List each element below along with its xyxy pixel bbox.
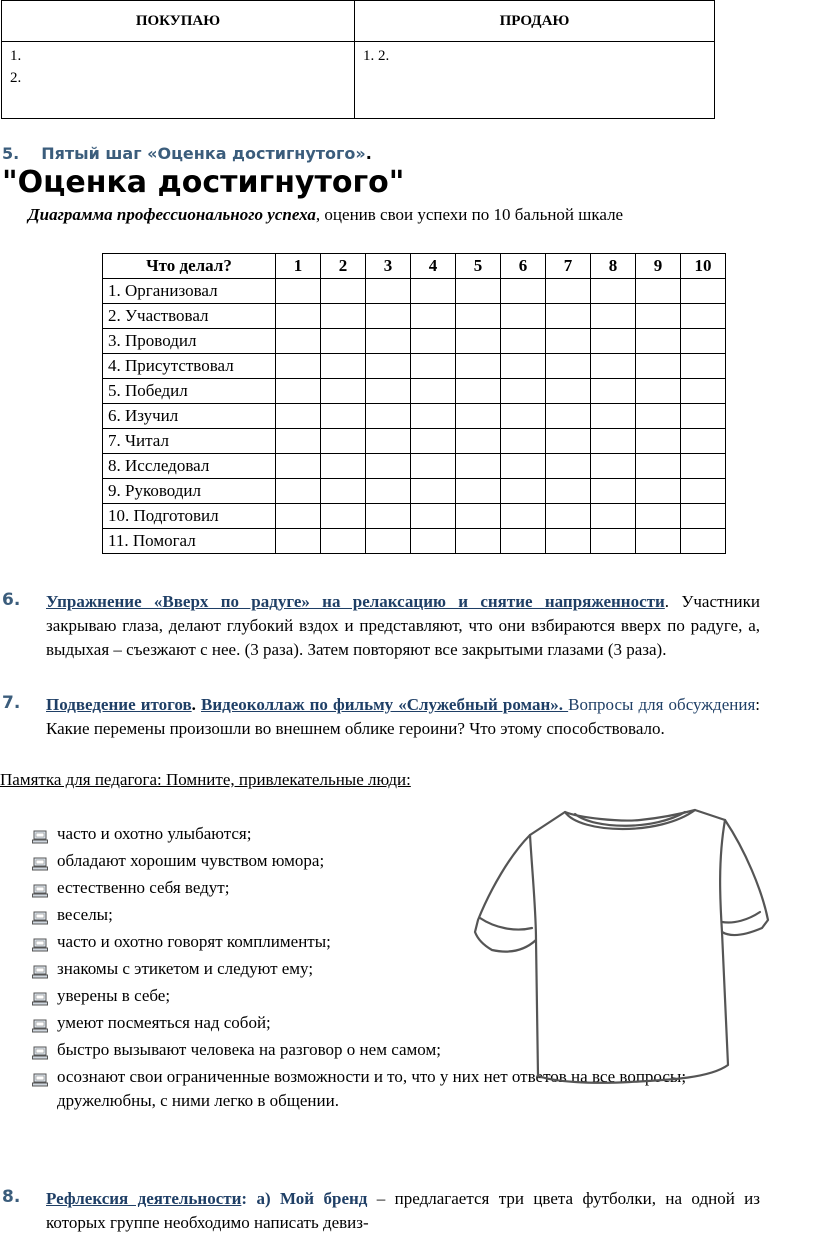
grid-score-cell[interactable] [636, 454, 681, 479]
step5-heading [2, 144, 372, 163]
computer-bullet-icon [32, 881, 48, 895]
grid-score-cell[interactable] [636, 304, 681, 329]
grid-score-cell[interactable] [411, 379, 456, 404]
grid-score-cell[interactable] [591, 429, 636, 454]
step6-link-end: . [664, 592, 670, 611]
grid-score-cell[interactable] [591, 504, 636, 529]
step5-number: 5. [2, 144, 20, 163]
grid-score-cell[interactable] [456, 354, 501, 379]
list-item [32, 876, 457, 900]
grid-score-cell[interactable] [321, 329, 366, 354]
grid-score-cell[interactable] [681, 354, 726, 379]
grid-score-cell[interactable] [321, 429, 366, 454]
list-item-text: уверены в себе; [57, 986, 171, 1005]
step5-title-end: . [365, 144, 372, 163]
grid-row-label: 6. Изучил [103, 404, 276, 429]
step8-brand: : а) Мой бренд [241, 1189, 368, 1208]
page-title: "Оценка достигнутого" [2, 165, 405, 200]
grid-row-label: 8. Исследовал [103, 454, 276, 479]
grid-score-cell[interactable] [366, 504, 411, 529]
grid-row-label: 9. Руководил [103, 479, 276, 504]
memo-title: Памятка для педагога: Помните, привлекательные люди: [0, 770, 411, 789]
grid-score-cell[interactable] [456, 504, 501, 529]
grid-score-header: 7 [546, 254, 591, 279]
grid-score-cell[interactable] [321, 379, 366, 404]
grid-score-cell[interactable] [366, 279, 411, 304]
grid-score-cell[interactable] [366, 479, 411, 504]
grid-score-cell[interactable] [591, 304, 636, 329]
grid-score-cell[interactable] [321, 404, 366, 429]
grid-score-cell[interactable] [366, 529, 411, 554]
table-row [103, 329, 726, 354]
grid-score-cell[interactable] [681, 504, 726, 529]
step8-text: – предлагается три цвета футболки, на одной из которых группе необходимо написать девиз- [46, 1189, 760, 1232]
grid-row-label: 2. Участвовал [103, 304, 276, 329]
computer-bullet-icon [32, 962, 48, 976]
computer-bullet-icon [32, 827, 48, 841]
grid-score-cell[interactable] [456, 279, 501, 304]
grid-score-cell[interactable] [546, 529, 591, 554]
grid-score-cell[interactable] [456, 404, 501, 429]
grid-score-cell[interactable] [456, 329, 501, 354]
step7-text: Какие перемены произошли во внешнем облике героини? Что этому способствовало. [46, 719, 665, 738]
step7-summary-link[interactable]: Подведение итогов [46, 695, 192, 714]
grid-score-header: 5 [456, 254, 501, 279]
grid-score-cell[interactable] [276, 529, 321, 554]
grid-score-cell[interactable] [501, 354, 546, 379]
list-item [32, 1011, 457, 1035]
grid-score-cell[interactable] [411, 304, 456, 329]
grid-score-cell[interactable] [591, 404, 636, 429]
grid-score-cell[interactable] [681, 479, 726, 504]
grid-score-cell[interactable] [501, 279, 546, 304]
step8-paragraph [46, 1187, 760, 1235]
grid-score-cell[interactable] [366, 404, 411, 429]
grid-score-cell[interactable] [276, 404, 321, 429]
list-item-text: знакомы с этикетом и следуют ему; [57, 959, 314, 978]
computer-bullet-icon [32, 1016, 48, 1030]
step7-number: 7. [2, 693, 21, 713]
grid-score-cell[interactable] [546, 429, 591, 454]
list-item-text: осознают свои ограниченные возможности и то, что у них нет ответов на все вопросы; дружелюбны, с ними легко в общении. [57, 1067, 687, 1110]
grid-score-cell[interactable] [276, 279, 321, 304]
grid-score-cell[interactable] [636, 529, 681, 554]
grid-score-cell[interactable] [276, 479, 321, 504]
grid-score-cell[interactable] [636, 404, 681, 429]
grid-row-label: 11. Помогал [103, 529, 276, 554]
list-item [32, 984, 457, 1008]
grid-score-cell[interactable] [456, 304, 501, 329]
grid-score-header: 4 [411, 254, 456, 279]
grid-score-cell[interactable] [411, 529, 456, 554]
grid-score-cell[interactable] [276, 354, 321, 379]
sell-cell: 1. 2. [355, 42, 715, 119]
list-item [32, 849, 457, 873]
step6-exercise-link[interactable]: Упражнение «Вверх по радуге» на релаксацию и снятие напряженности [46, 592, 665, 611]
grid-score-cell[interactable] [321, 504, 366, 529]
grid-score-cell[interactable] [366, 304, 411, 329]
grid-score-cell[interactable] [321, 304, 366, 329]
computer-bullet-icon [32, 989, 48, 1003]
list-item [32, 822, 457, 846]
table-row [103, 304, 726, 329]
table-row [103, 479, 726, 504]
grid-row-label: 5. Победил [103, 379, 276, 404]
grid-score-cell[interactable] [366, 454, 411, 479]
step7-paragraph [46, 693, 760, 741]
list-item [32, 1038, 457, 1062]
grid-score-cell[interactable] [681, 454, 726, 479]
grid-score-cell[interactable] [591, 279, 636, 304]
step8-reflection-link[interactable]: Рефлексия деятельности [46, 1189, 242, 1208]
grid-score-cell[interactable] [681, 429, 726, 454]
table-row [103, 404, 726, 429]
table-row [103, 354, 726, 379]
grid-score-cell[interactable] [681, 329, 726, 354]
grid-score-cell[interactable] [546, 479, 591, 504]
grid-score-cell[interactable] [636, 429, 681, 454]
computer-bullet-icon [32, 1070, 48, 1084]
grid-score-header: 8 [591, 254, 636, 279]
tshirt-illustration [470, 800, 770, 1090]
table-row [103, 529, 726, 554]
table-row [103, 429, 726, 454]
list-item-text: быстро вызывают человека на разговор о нем самом; [57, 1040, 441, 1059]
grid-score-cell[interactable] [276, 329, 321, 354]
grid-score-header: 3 [366, 254, 411, 279]
grid-score-cell[interactable] [636, 279, 681, 304]
grid-score-cell[interactable] [636, 479, 681, 504]
list-item [32, 903, 457, 927]
grid-score-cell[interactable] [321, 454, 366, 479]
grid-score-cell[interactable] [636, 504, 681, 529]
grid-score-cell[interactable] [501, 379, 546, 404]
grid-score-cell[interactable] [501, 529, 546, 554]
grid-body [103, 279, 726, 554]
grid-score-header: 1 [276, 254, 321, 279]
computer-bullet-icon [32, 1043, 48, 1057]
grid-score-cell[interactable] [546, 404, 591, 429]
list-item-text: умеют посмеяться над собой; [57, 1013, 271, 1032]
grid-header-label: Что делал? [103, 254, 276, 279]
list-item [32, 930, 457, 954]
table-row [103, 279, 726, 304]
grid-score-header: 9 [636, 254, 681, 279]
list-item-text: обладают хорошим чувством юмора; [57, 851, 325, 870]
grid-score-cell[interactable] [591, 529, 636, 554]
grid-score-cell[interactable] [411, 504, 456, 529]
buy-header: ПОКУПАЮ [2, 1, 355, 42]
diagram-desc: , оценив свои успехи по 10 бальной шкале [315, 205, 624, 224]
grid-score-cell[interactable] [681, 379, 726, 404]
grid-score-cell[interactable] [681, 404, 726, 429]
step6-number: 6. [2, 590, 21, 610]
grid-score-cell[interactable] [501, 454, 546, 479]
grid-score-cell[interactable] [276, 504, 321, 529]
grid-score-cell[interactable] [501, 304, 546, 329]
buy-sell-table [1, 0, 715, 119]
grid-score-cell[interactable] [546, 504, 591, 529]
step7-questions-label: Вопросы для обсуждения [568, 695, 756, 714]
step8-number: 8. [2, 1187, 21, 1207]
grid-score-cell[interactable] [681, 529, 726, 554]
grid-row-label: 1. Организовал [103, 279, 276, 304]
grid-score-cell[interactable] [591, 329, 636, 354]
grid-score-cell[interactable] [501, 404, 546, 429]
step6-text: Участники закрываю глаза, делают глубокий вздох и представляют, что они взбираются вверх по радуге, а, выдыхая – съезжают с нее. (3 раза). Затем повторяют все закрытыми глазами (3 раза). [46, 592, 760, 659]
grid-score-cell[interactable] [636, 329, 681, 354]
grid-score-cell[interactable] [366, 429, 411, 454]
grid-score-cell[interactable] [366, 329, 411, 354]
step6-paragraph [46, 590, 760, 662]
list-item-text: естественно себя ведут; [57, 878, 230, 897]
grid-score-cell[interactable] [501, 479, 546, 504]
computer-bullet-icon [32, 935, 48, 949]
sell-header: ПРОДАЮ [355, 1, 715, 42]
table-row [103, 454, 726, 479]
grid-header-row [103, 254, 726, 279]
grid-row-label: 4. Присутствовал [103, 354, 276, 379]
step7-colon: : [755, 695, 760, 714]
table-row [103, 379, 726, 404]
computer-bullet-icon [32, 908, 48, 922]
grid-score-cell[interactable] [276, 379, 321, 404]
step5-title: Пятый шаг «Оценка достигнутого» [41, 144, 366, 163]
grid-score-cell[interactable] [546, 304, 591, 329]
grid-row-label: 3. Проводил [103, 329, 276, 354]
grid-score-cell[interactable] [456, 529, 501, 554]
table-row [103, 504, 726, 529]
grid-score-cell[interactable] [546, 329, 591, 354]
success-score-grid [102, 253, 726, 554]
grid-score-cell[interactable] [546, 279, 591, 304]
list-item [32, 957, 457, 981]
grid-score-cell[interactable] [501, 329, 546, 354]
grid-score-cell[interactable] [546, 354, 591, 379]
grid-score-cell[interactable] [411, 329, 456, 354]
buy-cell [2, 42, 355, 119]
grid-score-cell[interactable] [456, 379, 501, 404]
diagram-name: Диаграмма профессионального успеха [28, 205, 316, 224]
grid-score-header: 2 [321, 254, 366, 279]
grid-score-cell[interactable] [321, 279, 366, 304]
grid-score-cell[interactable] [681, 279, 726, 304]
grid-score-cell[interactable] [411, 454, 456, 479]
grid-score-cell[interactable] [276, 454, 321, 479]
buy-line: 2. [10, 70, 22, 86]
grid-score-cell[interactable] [411, 354, 456, 379]
grid-score-cell[interactable] [501, 504, 546, 529]
list-item-text: часто и охотно улыбаются; [57, 824, 252, 843]
grid-score-cell[interactable] [546, 454, 591, 479]
list-item-text: часто и охотно говорят комплименты; [57, 932, 331, 951]
grid-score-cell[interactable] [591, 379, 636, 404]
buy-line: 1. [10, 48, 22, 64]
grid-score-cell[interactable] [276, 304, 321, 329]
grid-score-cell[interactable] [366, 379, 411, 404]
list-item-text: веселы; [57, 905, 113, 924]
grid-score-cell[interactable] [591, 479, 636, 504]
grid-score-cell[interactable] [321, 354, 366, 379]
grid-score-cell[interactable] [681, 304, 726, 329]
step7-video-link[interactable]: Видеоколлаж по фильму «Служебный роман». [201, 695, 569, 714]
grid-score-cell[interactable] [456, 479, 501, 504]
grid-score-header: 6 [501, 254, 546, 279]
grid-score-cell[interactable] [411, 429, 456, 454]
grid-score-cell[interactable] [636, 354, 681, 379]
computer-bullet-icon [32, 854, 48, 868]
grid-score-cell[interactable] [411, 479, 456, 504]
grid-score-cell[interactable] [366, 354, 411, 379]
grid-score-cell[interactable] [456, 429, 501, 454]
grid-score-cell[interactable] [636, 379, 681, 404]
step7-sep: . [191, 695, 201, 714]
grid-score-cell[interactable] [546, 379, 591, 404]
grid-row-label: 10. Подготовил [103, 504, 276, 529]
grid-score-cell[interactable] [321, 529, 366, 554]
grid-score-cell[interactable] [456, 454, 501, 479]
grid-score-cell[interactable] [411, 404, 456, 429]
grid-score-cell[interactable] [321, 479, 366, 504]
grid-score-cell[interactable] [591, 454, 636, 479]
grid-score-cell[interactable] [411, 279, 456, 304]
grid-row-label: 7. Читал [103, 429, 276, 454]
diagram-subtitle [28, 205, 623, 225]
grid-score-header: 10 [681, 254, 726, 279]
grid-score-cell[interactable] [591, 354, 636, 379]
grid-score-cell[interactable] [501, 429, 546, 454]
grid-score-cell[interactable] [276, 429, 321, 454]
